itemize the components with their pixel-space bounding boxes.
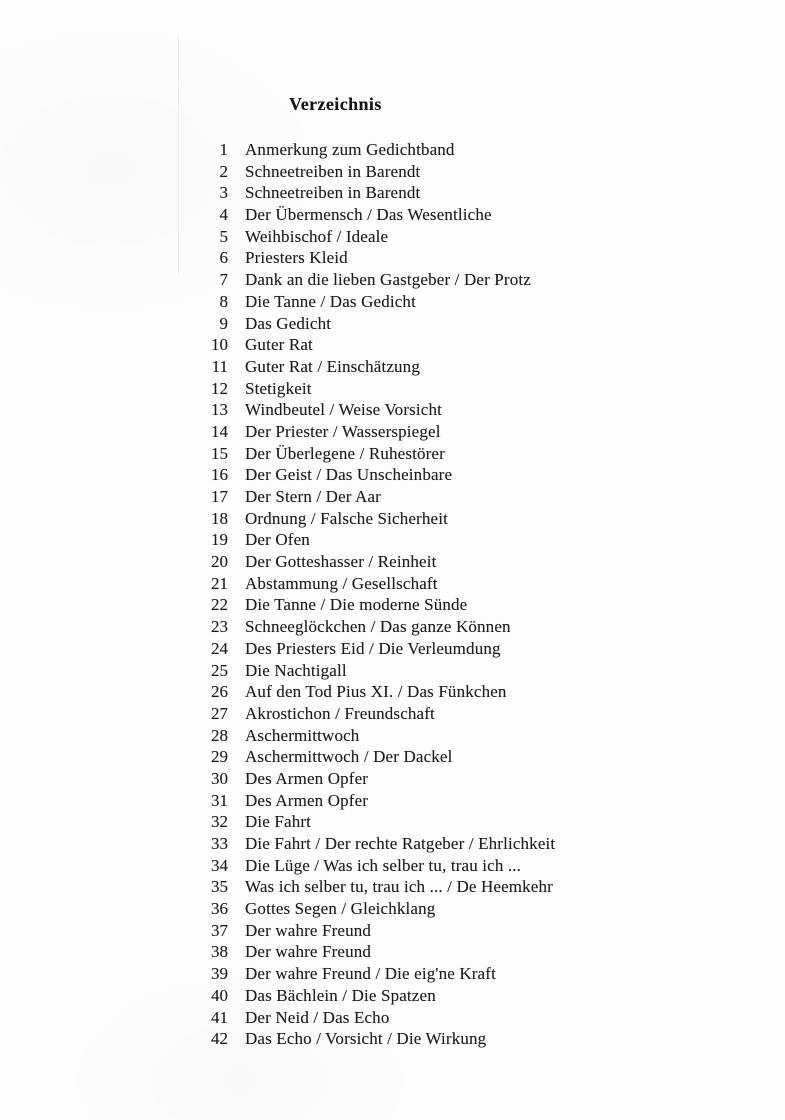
- entry-title: Schneeglöckchen / Das ganze Können: [245, 617, 511, 637]
- toc-entry: [0, 226, 555, 248]
- toc-entry: [0, 508, 555, 530]
- entry-number: 35: [211, 877, 228, 897]
- toc-entry: [0, 313, 555, 335]
- toc-entry: [0, 551, 555, 573]
- entry-title: Die Fahrt / Der rechte Ratgeber / Ehrlichkeit: [245, 834, 556, 853]
- entry-number: 39: [211, 964, 228, 984]
- entry-title: Die Tanne / Das Gedicht: [245, 291, 416, 311]
- entry-number: 12: [211, 378, 228, 398]
- toc-entry: [0, 443, 555, 465]
- entry-title: Ordnung / Falsche Sicherheit: [245, 508, 448, 528]
- entry-title: Der wahre Freund / Die eig'ne Kraft: [245, 964, 496, 984]
- toc-entry: [0, 855, 555, 877]
- toc-entry: [0, 291, 555, 313]
- entry-number: 2: [219, 161, 228, 181]
- entry-number: 40: [211, 985, 228, 1005]
- toc-entry: [0, 941, 555, 963]
- entry-title: Der Gotteshasser / Reinheit: [245, 552, 437, 572]
- entry-number: 29: [211, 747, 228, 767]
- toc-entry: [0, 660, 555, 682]
- entry-title: Abstammung / Gesellschaft: [245, 573, 438, 593]
- toc-entry: [0, 594, 555, 616]
- entry-number: 24: [211, 638, 228, 658]
- toc-entry: [0, 378, 555, 400]
- entry-title: Der Neid / Das Echo: [245, 1007, 390, 1027]
- toc-entry: [0, 334, 555, 356]
- entry-title: Die Tanne / Die moderne Sünde: [245, 595, 468, 615]
- entry-number: 26: [211, 682, 228, 702]
- toc-entry: [0, 920, 555, 942]
- page-title: Verzeichnis: [289, 94, 382, 114]
- entry-number: 18: [211, 508, 228, 528]
- toc-entry: [0, 1028, 555, 1050]
- toc-entry: [0, 681, 555, 703]
- entry-number: 30: [211, 768, 228, 788]
- entry-title: Schneetreiben in Barendt: [245, 161, 421, 181]
- toc-entry: [0, 768, 555, 790]
- entry-title: Akrostichon / Freundschaft: [245, 703, 435, 723]
- entry-number: 41: [211, 1007, 228, 1027]
- entry-title: Des Priesters Eid / Die Verleumdung: [245, 638, 501, 658]
- toc-entry: [0, 725, 555, 747]
- entry-title: Des Armen Opfer: [245, 768, 369, 788]
- entry-number: 27: [211, 703, 228, 723]
- entry-title: Was ich selber tu, trau ich ... / De Heemkehr: [245, 877, 553, 897]
- toc-entry: [0, 269, 555, 291]
- entry-number: 4: [219, 205, 228, 225]
- toc-entry: [0, 529, 555, 551]
- entry-title: Der Priester / Wasserspiegel: [245, 421, 441, 441]
- entry-number: 16: [211, 465, 228, 485]
- entry-title: Der Geist / Das Unscheinbare: [245, 465, 453, 485]
- entry-title: Der wahre Freund: [245, 920, 372, 940]
- entry-title: Dank an die lieben Gastgeber / Der Protz: [245, 270, 531, 290]
- toc-entry: [0, 746, 555, 768]
- toc-entry: [0, 161, 555, 183]
- entry-title: Das Echo / Vorsicht / Die Wirkung: [245, 1029, 487, 1049]
- entry-title: Des Armen Opfer: [245, 790, 369, 810]
- toc-entry: [0, 703, 555, 725]
- entry-number: 33: [211, 834, 228, 853]
- entry-number: 11: [211, 356, 228, 376]
- entry-number: 9: [219, 313, 228, 333]
- toc-entry: [0, 356, 555, 378]
- toc-entry: [0, 399, 555, 421]
- toc-entry: [0, 963, 555, 985]
- entry-number: 6: [219, 248, 228, 268]
- toc-entry: [0, 1007, 555, 1029]
- entry-number: 37: [211, 920, 228, 940]
- entry-title: Gottes Segen / Gleichklang: [245, 899, 436, 919]
- entry-number: 32: [211, 812, 228, 832]
- entry-title: Die Fahrt: [245, 812, 312, 832]
- entry-number: 5: [219, 226, 228, 246]
- toc-entry: [0, 486, 555, 508]
- entry-title: Auf den Tod Pius XI. / Das Fünkchen: [245, 682, 507, 702]
- entry-number: 14: [211, 421, 228, 441]
- toc-list: [0, 139, 555, 1050]
- entry-number: 19: [211, 530, 228, 550]
- toc-entry: [0, 898, 555, 920]
- entry-number: 15: [211, 443, 228, 463]
- entry-title: Der Überlegene / Ruhestörer: [245, 443, 445, 463]
- entry-number: 1: [219, 140, 228, 159]
- entry-title: Windbeutel / Weise Vorsicht: [245, 400, 443, 420]
- entry-title: Das Bächlein / Die Spatzen: [245, 985, 436, 1005]
- toc-entry: [0, 421, 555, 443]
- entry-title: Schneetreiben in Barendt: [245, 183, 421, 203]
- toc-entry: [0, 247, 555, 269]
- entry-title: Priesters Kleid: [245, 248, 348, 268]
- toc-entry: [0, 204, 555, 226]
- entry-title: Der Stern / Der Aar: [245, 487, 381, 506]
- entry-number: 21: [211, 573, 228, 593]
- entry-title: Weihbischof / Ideale: [245, 226, 389, 246]
- entry-title: Die Lüge / Was ich selber tu, trau ich ...: [245, 855, 522, 875]
- entry-title: Aschermittwoch: [245, 725, 360, 745]
- entry-number: 10: [211, 335, 228, 355]
- entry-number: 17: [211, 487, 228, 506]
- entry-title: Der Übermensch / Das Wesentliche: [245, 205, 492, 225]
- toc-entry: [0, 833, 555, 855]
- entry-title: Der wahre Freund: [245, 942, 372, 962]
- entry-title: Der Ofen: [245, 530, 310, 550]
- entry-number: 3: [219, 183, 228, 203]
- entry-number: 38: [211, 942, 228, 962]
- entry-title: Das Gedicht: [245, 313, 332, 333]
- entry-number: 23: [211, 617, 228, 637]
- entry-number: 28: [211, 725, 228, 745]
- entry-number: 31: [211, 790, 228, 810]
- entry-number: 22: [211, 595, 228, 615]
- toc-entry: [0, 876, 555, 898]
- entry-number: 42: [211, 1029, 228, 1049]
- toc-entry: [0, 638, 555, 660]
- entry-number: 7: [219, 270, 228, 290]
- toc-entry: [0, 139, 555, 161]
- entry-number: 8: [219, 291, 228, 311]
- entry-number: 13: [211, 400, 228, 420]
- toc-entry: [0, 182, 555, 204]
- entry-number: 36: [211, 899, 228, 919]
- toc-entry: [0, 464, 555, 486]
- toc-entry: [0, 790, 555, 812]
- toc-entry: [0, 985, 555, 1007]
- entry-title: Guter Rat / Einschätzung: [245, 356, 420, 376]
- entry-title: Aschermittwoch / Der Dackel: [245, 747, 453, 767]
- entry-number: 34: [211, 855, 228, 875]
- toc-entry: [0, 616, 555, 638]
- entry-title: Die Nachtigall: [245, 660, 347, 680]
- entry-number: 25: [211, 660, 228, 680]
- entry-title: Stetigkeit: [245, 378, 312, 398]
- entry-number: 20: [211, 552, 228, 572]
- entry-title: Anmerkung zum Gedichtband: [245, 140, 455, 159]
- toc-entry: [0, 573, 555, 595]
- toc-entry: [0, 811, 555, 833]
- entry-title: Guter Rat: [245, 335, 313, 355]
